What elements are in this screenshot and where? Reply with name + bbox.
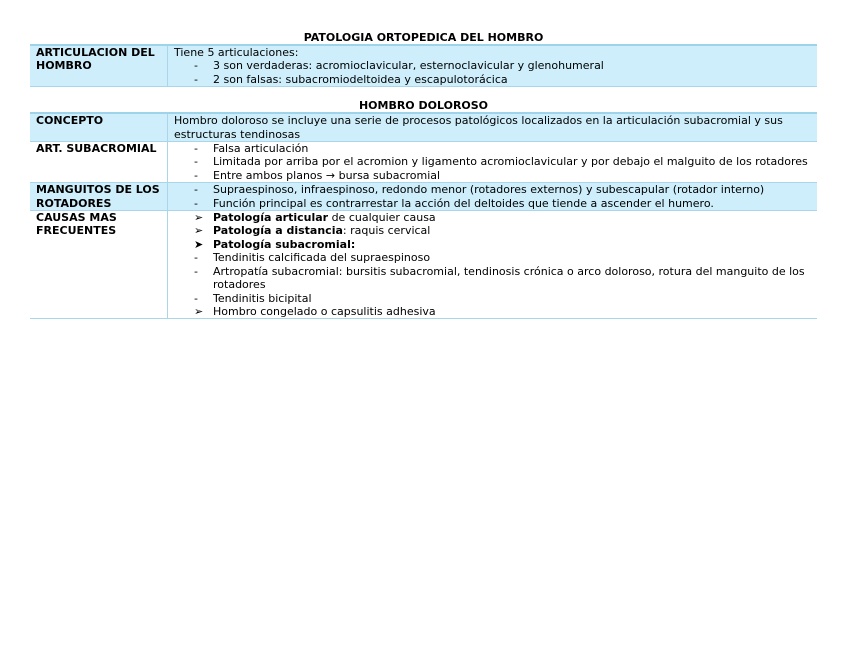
dash-marker: -	[194, 155, 198, 169]
list-item: - Falsa articulación	[194, 142, 309, 156]
list-item: - Entre ambos planos → bursa subacromial	[194, 168, 441, 182]
list-item-bold: Patología articular	[213, 211, 329, 225]
list-item	[174, 292, 817, 305]
arrow-bullet-icon: ➢	[194, 304, 204, 318]
row-content-causas	[168, 211, 818, 319]
table-row	[30, 142, 817, 183]
row-content-concepto: Hombro doloroso se incluye una serie de procesos patológicos localizados en la articulación subacromial y sus estructuras tendinosas	[168, 113, 818, 141]
list-item-text: de cualquier causa	[328, 211, 436, 225]
dash-marker: -	[194, 168, 198, 182]
arrow-bullet-icon: ➢	[194, 224, 204, 238]
list-item: - 3 son verdaderas: acromioclavicular, esternoclavicular y glenohumeral	[194, 59, 604, 73]
table-row	[30, 211, 817, 319]
dash-marker: -	[194, 142, 198, 156]
list-item: - Supraespinoso, infraespinoso, redondo menor (rotadores externos) y subescapular (rotador interno)	[194, 183, 765, 197]
section-title-patologia: PATOLOGIA ORTOPEDICA DEL HOMBRO	[303, 31, 544, 44]
arrow-bullet-icon: ➢	[194, 211, 204, 225]
list-item	[174, 305, 817, 318]
dash-marker: -	[194, 59, 198, 73]
table-hombro-doloroso	[30, 112, 817, 319]
dash-marker: -	[194, 183, 198, 197]
list-item	[174, 224, 817, 237]
dash-marker: -	[194, 251, 198, 265]
row-label-concepto: CONCEPTO	[30, 113, 168, 141]
table-row	[30, 113, 817, 141]
row-label-art-subacromial: ART. SUBACROMIAL	[30, 142, 168, 183]
list-item-text: Tendinitis calcificada del supraespinoso	[213, 251, 431, 265]
row-label-causas: CAUSAS MAS FRECUENTES	[30, 211, 168, 319]
list-item	[174, 265, 817, 292]
articulacion-list	[174, 59, 817, 86]
dash-marker: -	[194, 196, 198, 210]
list-item-text: : raquis cervical	[342, 224, 431, 238]
manguitos-list	[174, 183, 817, 210]
row-label-manguitos: MANGUITOS DE LOS ROTADORES	[30, 183, 168, 211]
list-item-bold: Patología subacromial:	[213, 237, 356, 251]
row-content-articulacion	[168, 45, 818, 87]
list-item-bold: Patología a distancia	[213, 224, 343, 238]
list-item	[174, 211, 817, 224]
list-item: - Limitada por arriba por el acromion y ligamento acromioclavicular y por debajo el malguito de los rotadores	[194, 155, 808, 169]
table-row	[30, 183, 817, 211]
art-subacromial-list	[174, 142, 817, 182]
list-item	[174, 251, 817, 264]
table-articulacion	[30, 44, 817, 87]
list-item-text: Artropatía subacromial: bursitis subacromial, tendinosis crónica o arco doloroso, rotura del manguito de los rotadores	[213, 264, 805, 292]
list-item	[174, 238, 817, 251]
row-label-articulacion: ARTICULACION DEL HOMBRO	[30, 45, 168, 87]
dash-marker: -	[194, 264, 198, 278]
list-item: - Función principal es contrarrestar la acción del deltoides que tiende a ascender el humero.	[194, 196, 714, 210]
dash-marker: -	[194, 72, 198, 86]
row-content-art-subacromial	[168, 142, 818, 183]
causas-list	[174, 211, 817, 318]
arrow-bullet-icon: ➤	[194, 237, 204, 251]
section-title-hombro-doloroso: HOMBRO DOLOROSO	[358, 99, 489, 113]
row-content-manguitos	[168, 183, 818, 211]
table-row	[30, 45, 817, 87]
list-item: - 2 son falsas: subacromiodeltoidea y escapulotorácica	[194, 72, 508, 86]
document-page	[30, 30, 817, 319]
dash-marker: -	[194, 291, 198, 305]
list-item-text: Hombro congelado o capsulitis adhesiva	[213, 304, 436, 318]
articulacion-intro: Tiene 5 articulaciones:	[174, 46, 299, 59]
list-item-text: Tendinitis bicipital	[213, 291, 312, 305]
